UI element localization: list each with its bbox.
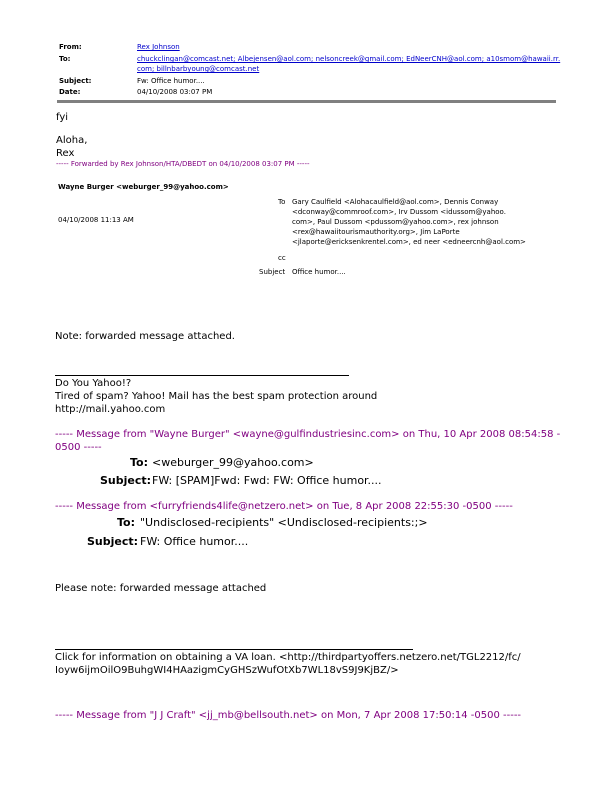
forward-cc-label: cc bbox=[278, 254, 286, 262]
forward-subject-value: Office humor.... bbox=[292, 268, 346, 276]
msg1-subject-value: FW: [SPAM]Fwd: Fwd: FW: Office humor.... bbox=[152, 474, 382, 487]
forward-to-line: Gary Caulfield <Alohacaulfield@aol.com>, Dennis Conway bbox=[292, 198, 499, 206]
body-signature: Rex bbox=[56, 148, 75, 159]
msg1-header-line2: 0500 ----- bbox=[55, 442, 102, 453]
signature-rule bbox=[55, 375, 349, 376]
forward-to-line: com>, Paul Dussom <pdussom@yahoo.com>, rex johnson bbox=[292, 218, 499, 226]
header-divider bbox=[57, 100, 556, 103]
forward-to-line: <dconway@commroof.com>, Irv Dussom <idussom@yahoo. bbox=[292, 208, 506, 216]
from-link[interactable]: Rex Johnson bbox=[137, 43, 180, 51]
msg2-subject-label: Subject: bbox=[87, 535, 139, 548]
note-text: Note: forwarded message attached. bbox=[55, 331, 235, 342]
forward-to-label: To bbox=[278, 198, 286, 206]
msg2-header-line1: ----- Message from <furryfriends4life@netzero.net> on Tue, 8 Apr 2008 22:55:30 -0500 ----- bbox=[55, 501, 513, 512]
date-label: Date: bbox=[59, 88, 81, 96]
please-note-text: Please note: forwarded message attached bbox=[55, 583, 267, 594]
forwarded-by-line: ----- Forwarded by Rex Johnson/HTA/DBEDT on 04/10/2008 03:07 PM ----- bbox=[56, 160, 310, 168]
forward-to-line: <jlaporte@ericksenkrentel.com>, ed neer <edneercnh@aol.com> bbox=[292, 238, 526, 246]
subject-value: Fw: Office humor.... bbox=[137, 77, 205, 85]
va-loan-line2[interactable]: Ioyw6ijmOilO9BuhgWI4HAazigmCyGHSzWufOtXb7WL18vS9J9KjBZ/> bbox=[55, 665, 399, 676]
forward-sender: Wayne Burger <weburger_99@yahoo.com> bbox=[58, 183, 229, 191]
msg1-header-line1: ----- Message from "Wayne Burger" <wayne@gulfindustriesinc.com> on Thu, 10 Apr 2008 08:54:58 - bbox=[55, 429, 561, 440]
yahoo-line1: Do You Yahoo!? bbox=[55, 378, 132, 389]
body-greeting: Aloha, bbox=[56, 135, 88, 146]
forward-to-line: <rex@hawaiitourismauthority.org>, Jim LaPorte bbox=[292, 228, 460, 236]
to-recipients-line1[interactable]: chuckclingan@comcast.net; Albejensen@aol.com; nelsoncreek@gmail.com; EdNeerCNH@aol.com; a10smom@hawaii.rr. bbox=[137, 55, 561, 63]
to-label: To: bbox=[59, 55, 71, 63]
va-loan-line1[interactable]: Click for information on obtaining a VA loan. <http://thirdpartyoffers.netzero.net/TGL2212/fc/ bbox=[55, 652, 521, 663]
body-fyi: fyi bbox=[56, 112, 69, 123]
yahoo-link[interactable]: http://mail.yahoo.com bbox=[55, 404, 166, 415]
msg2-to-label: To: bbox=[117, 516, 135, 529]
subject-label: Subject: bbox=[59, 77, 92, 85]
msg1-to-value: <weburger_99@yahoo.com> bbox=[152, 456, 314, 469]
date-value: 04/10/2008 03:07 PM bbox=[137, 88, 213, 96]
yahoo-line2: Tired of spam? Yahoo! Mail has the best spam protection around bbox=[55, 391, 378, 402]
msg2-to-value: "Undisclosed-recipients" <Undisclosed-recipients:;> bbox=[140, 516, 428, 529]
msg1-subject-label: Subject: bbox=[100, 474, 152, 487]
ad-rule bbox=[55, 649, 413, 650]
from-label: From: bbox=[59, 43, 82, 51]
msg3-header-line1: ----- Message from "J J Craft" <jj_mb@bellsouth.net> on Mon, 7 Apr 2008 17:50:14 -0500 ----- bbox=[55, 710, 522, 721]
to-recipients-line2[interactable]: com; billnbarbyoung@comcast.net bbox=[137, 65, 260, 73]
forward-date: 04/10/2008 11:13 AM bbox=[58, 216, 134, 224]
msg2-subject-value: FW: Office humor.... bbox=[140, 535, 249, 548]
forward-subject-label: Subject bbox=[259, 268, 286, 276]
msg1-to-label: To: bbox=[130, 456, 148, 469]
